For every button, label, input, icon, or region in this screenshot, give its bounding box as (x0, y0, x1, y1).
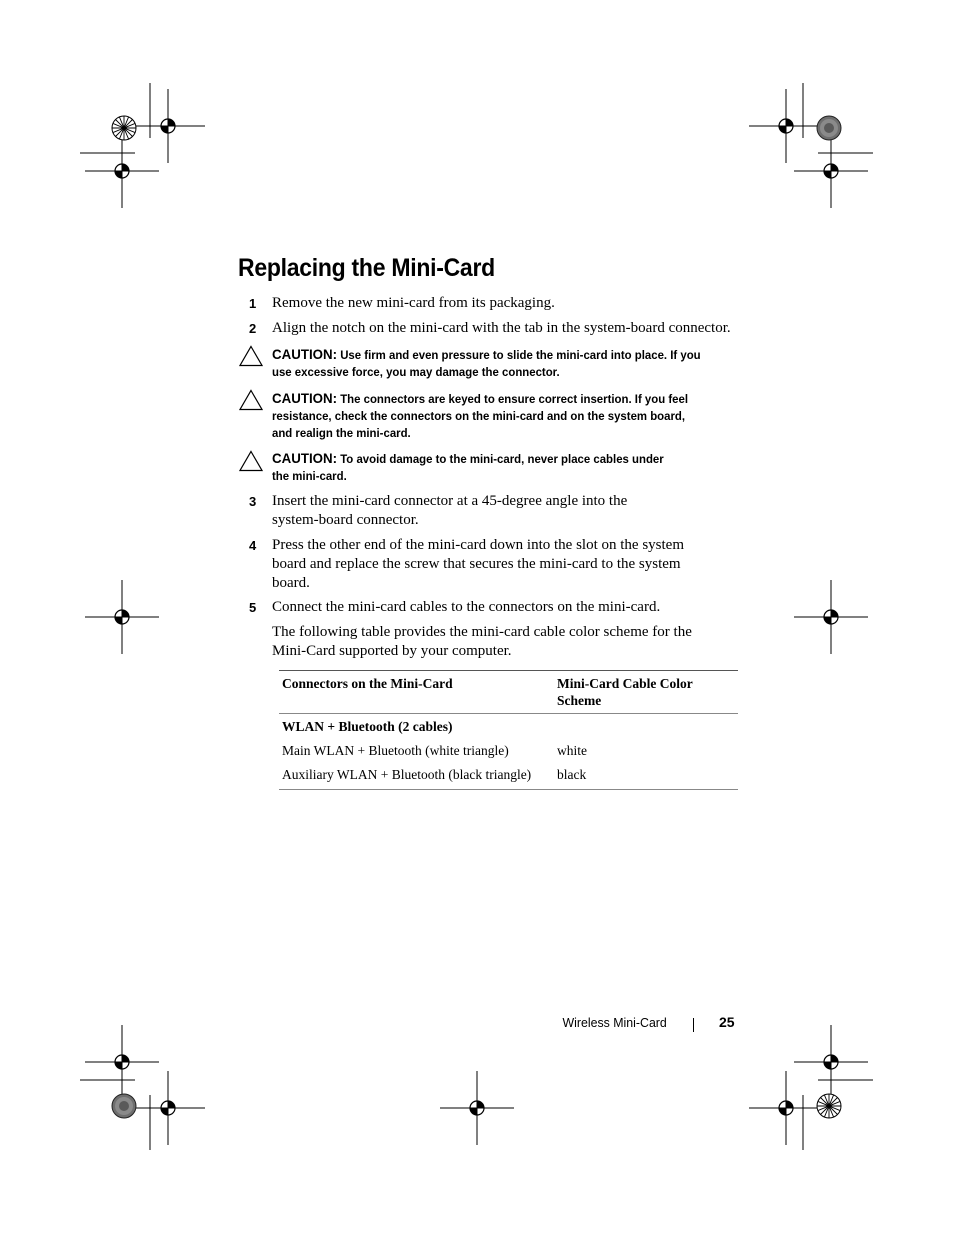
table-cell: Auxiliary WLAN + Bluetooth (black triangle) (279, 763, 554, 790)
caution-note (272, 450, 681, 485)
column-header: Mini-Card Cable Color Scheme (554, 671, 738, 714)
table-intro: The following table provides the mini-card cable color scheme for the Mini-Card supported by your computer. (272, 624, 692, 659)
caution-note (272, 390, 704, 442)
caution-text: Use firm and even pressure to slide the mini-card into place. If you use excessive force, you may damage the connector. (272, 348, 701, 379)
step-number: 5 (249, 600, 257, 615)
step-text: Connect the mini-card cables to the connectors on the mini-card. (272, 599, 661, 615)
caution-label: CAUTION: (272, 390, 338, 406)
caution-icon (239, 450, 263, 472)
step-number: 4 (249, 538, 257, 553)
cable-color-table (279, 670, 738, 790)
page-number: 25 (719, 1014, 735, 1030)
step-number: 1 (249, 296, 257, 311)
step-text: Press the other end of the mini-card down into the slot on the system board and replace the screw that secures the mini-card to the system board. (272, 537, 685, 591)
caution-icon (239, 345, 263, 367)
caution-note (272, 346, 723, 381)
caution-icon (239, 389, 263, 411)
page-title: Replacing the Mini-Card (238, 254, 495, 282)
caution-text: The connectors are keyed to ensure correct insertion. If you feel resistance, check the connectors on the mini-card and on the system board, and realign the mini-card. (272, 392, 689, 440)
table-group-label: WLAN + Bluetooth (2 cables) (282, 719, 453, 734)
step-text: Align the notch on the mini-card with the tab in the system-board connector. (272, 320, 731, 336)
caution-label: CAUTION: (272, 346, 338, 362)
table-header-row (279, 671, 738, 714)
table-cell: Main WLAN + Bluetooth (white triangle) (282, 743, 509, 758)
caution-text: To avoid damage to the mini-card, never place cables under the mini-card. (272, 452, 664, 483)
step-text: Insert the mini-card connector at a 45-degree angle into the system-board connector. (272, 493, 628, 528)
table-cell: black (554, 763, 738, 790)
table-cell: white (557, 743, 587, 758)
table-group-row (279, 714, 738, 740)
footer-section-title: Wireless Mini-Card (562, 1015, 667, 1030)
footer-separator (693, 1018, 694, 1032)
caution-label: CAUTION: (272, 450, 338, 466)
table-row (279, 763, 738, 790)
column-header: Connectors on the Mini-Card (279, 671, 554, 714)
table-row (279, 739, 738, 763)
step-number: 2 (249, 321, 257, 336)
step-text: Remove the new mini-card from its packaging. (272, 295, 555, 311)
step-number: 3 (249, 494, 257, 509)
